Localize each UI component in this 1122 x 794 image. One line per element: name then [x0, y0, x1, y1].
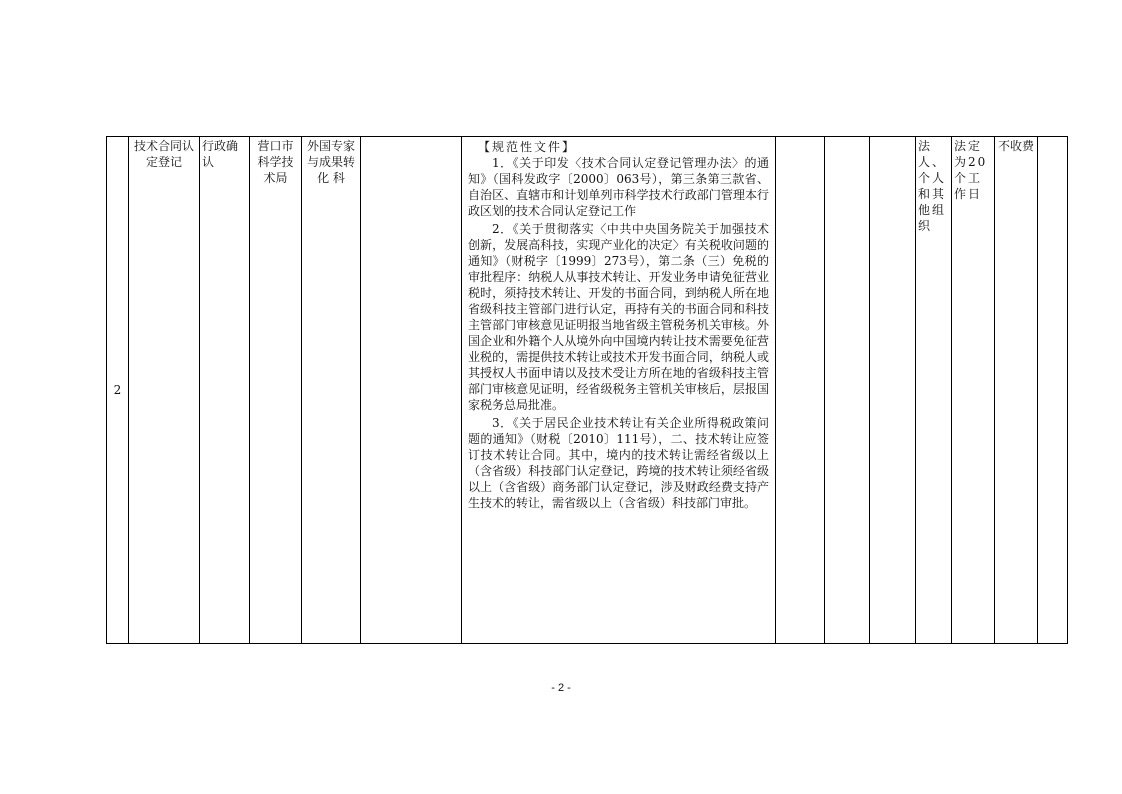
basis-item: 2．《关于贯彻落实〈中共中央国务院关于加强技术创新，发展高科技，实现产业化的决定〉有关税收问题的通知》（财税字〔1999〕273号），第二条（三）免税的审批程序：纳税人从事技术转让、开发业务申请免征营业税时，须持技术转让、开发的书面合同，到纳税人所在地省级科技主管部门进行认定，再持有关的书面合同和科技主管部门审核意见证明报当地省级主管税务机关审核。外国企业和外籍个人从境外向中国境内转让技术需要免征营业税的，需提供技术转让或技术开发书面合同，纳税人或其授权人书面申请以及技术受让方所在地的省级科技主管部门审核意见证明，经省级税务主管机关审核后，层报国家税务总局批准。: [468, 222, 769, 412]
basis-item: 3．《关于居民企业技术转让有关企业所得税政策问题的通知》（财税〔2010〕111号），二、技术转让应签订技术转让合同。其中，境内的技术转让需经省级以上（含省级）科技部门认定登记，跨境的技术转让须经省级以上（含省级）商务部门认定登记，涉及财政经费支持产生技术的转让，需省级以上（含省级）科技部门审批。: [468, 416, 769, 510]
basis-heading: 【规范性文件】: [478, 140, 577, 154]
office: 外国专家与成果转化 科: [302, 137, 361, 644]
time-limit: 法定为20个工作日: [952, 137, 995, 644]
empty-cell: [361, 137, 462, 644]
basis-item: 1．《关于印发〈技术合同认定登记管理办法〉的通知》（国科发政字〔2000〕063号），第三条第三款省、自治区、直辖市和计划单列市科学技术行政部门管理本行政区划的技术合同认定登记工作: [468, 156, 769, 218]
item-type: 行政确认: [200, 137, 250, 644]
fee: 不收费: [995, 137, 1038, 644]
empty-cell: [776, 137, 825, 644]
service-target: 法人、个人和其他组织: [916, 137, 952, 644]
department: 营口市科学技术局: [250, 137, 302, 644]
empty-cell: [1038, 137, 1068, 644]
item-name: 技术合同认定登记: [129, 137, 200, 644]
empty-cell: [870, 137, 916, 644]
item-table: [106, 136, 1068, 644]
legal-basis: [462, 137, 776, 644]
row-index: 2: [107, 137, 129, 644]
page-number: - 2 -: [551, 682, 571, 694]
table-row: [107, 137, 1068, 644]
empty-cell: [825, 137, 870, 644]
